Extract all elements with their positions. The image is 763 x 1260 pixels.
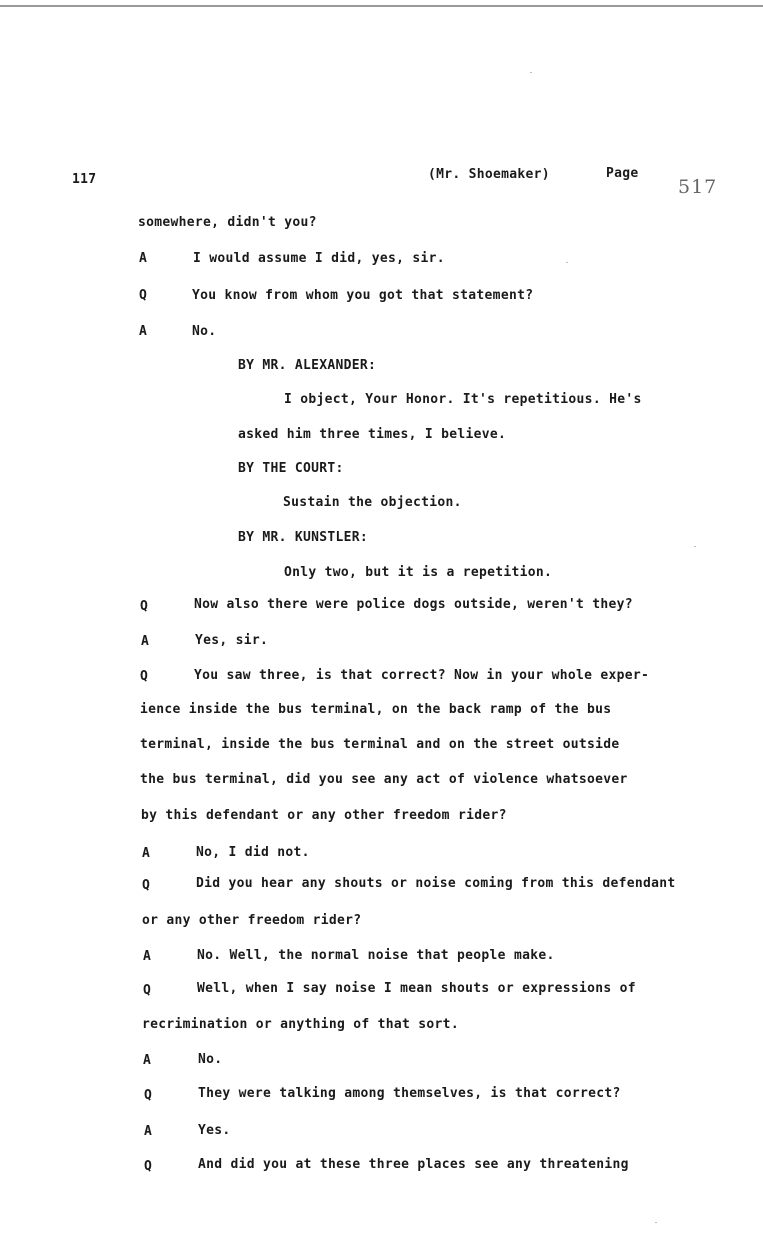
- question-marker: Q: [144, 1159, 153, 1174]
- transcript-line: They were talking among themselves, is that correct?: [198, 1086, 621, 1101]
- transcript-line: And did you at these three places see any threatening: [198, 1157, 629, 1172]
- transcript-line: Yes, sir.: [195, 633, 269, 648]
- answer-marker: A: [139, 251, 148, 266]
- transcript-line: Well, when I say noise I mean shouts or expressions of: [197, 981, 636, 996]
- question-marker: Q: [143, 983, 152, 998]
- transcript-line: You saw three, is that correct? Now in your whole exper-: [194, 668, 650, 683]
- question-marker: Q: [139, 288, 148, 303]
- transcript-line: No. Well, the normal noise that people make.: [197, 948, 555, 963]
- answer-marker: A: [141, 634, 150, 649]
- transcript-line: Yes.: [198, 1123, 231, 1138]
- scan-speck: [530, 72, 532, 73]
- transcript-line: Only two, but it is a repetition.: [284, 565, 553, 580]
- question-marker: Q: [144, 1088, 153, 1103]
- answer-marker: A: [143, 949, 152, 964]
- speaker-heading: BY THE COURT:: [238, 461, 344, 476]
- transcript-line: Now also there were police dogs outside, weren't they?: [194, 597, 633, 612]
- question-marker: Q: [140, 599, 149, 614]
- scan-speck: [566, 262, 568, 263]
- transcript-line: Did you hear any shouts or noise coming from this defendant: [196, 876, 676, 891]
- scan-speck: [655, 1222, 657, 1223]
- answer-marker: A: [144, 1124, 153, 1139]
- transcript-line: I object, Your Honor. It's repetitious. He's: [284, 392, 642, 407]
- transcript-line: somewhere, didn't you?: [138, 215, 317, 230]
- transcript-line: the bus terminal, did you see any act of violence whatsoever: [140, 772, 628, 787]
- scan-speck: [694, 546, 696, 547]
- transcript-line: or any other freedom rider?: [142, 913, 362, 928]
- question-marker: Q: [140, 669, 149, 684]
- transcript-line: No.: [198, 1052, 223, 1067]
- transcript-line: recrimination or anything of that sort.: [142, 1017, 459, 1032]
- speaker-heading: BY MR. ALEXANDER:: [238, 358, 377, 373]
- transcript-line: No.: [192, 324, 217, 339]
- transcript-line: Sustain the objection.: [283, 495, 462, 510]
- transcript-line: You know from whom you got that statement?: [192, 288, 534, 303]
- transcript-line: asked him three times, I believe.: [238, 427, 507, 442]
- speaker-label: (Mr. Shoemaker): [428, 167, 550, 182]
- page-number: 517: [678, 176, 718, 198]
- answer-marker: A: [139, 324, 148, 339]
- page-corner-mark: [649, 0, 759, 6]
- transcript-line: I would assume I did, yes, sir.: [193, 251, 445, 266]
- page-number-left: 117: [72, 172, 97, 187]
- page-label: Page: [606, 166, 639, 181]
- answer-marker: A: [142, 846, 151, 861]
- speaker-heading: BY MR. KUNSTLER:: [238, 530, 369, 545]
- transcript-line: No, I did not.: [196, 845, 310, 860]
- transcript-line: ience inside the bus terminal, on the back ramp of the bus: [140, 702, 612, 717]
- question-marker: Q: [142, 878, 151, 893]
- transcript-line: by this defendant or any other freedom rider?: [141, 808, 507, 823]
- transcript-line: terminal, inside the bus terminal and on the street outside: [140, 737, 620, 752]
- answer-marker: A: [143, 1053, 152, 1068]
